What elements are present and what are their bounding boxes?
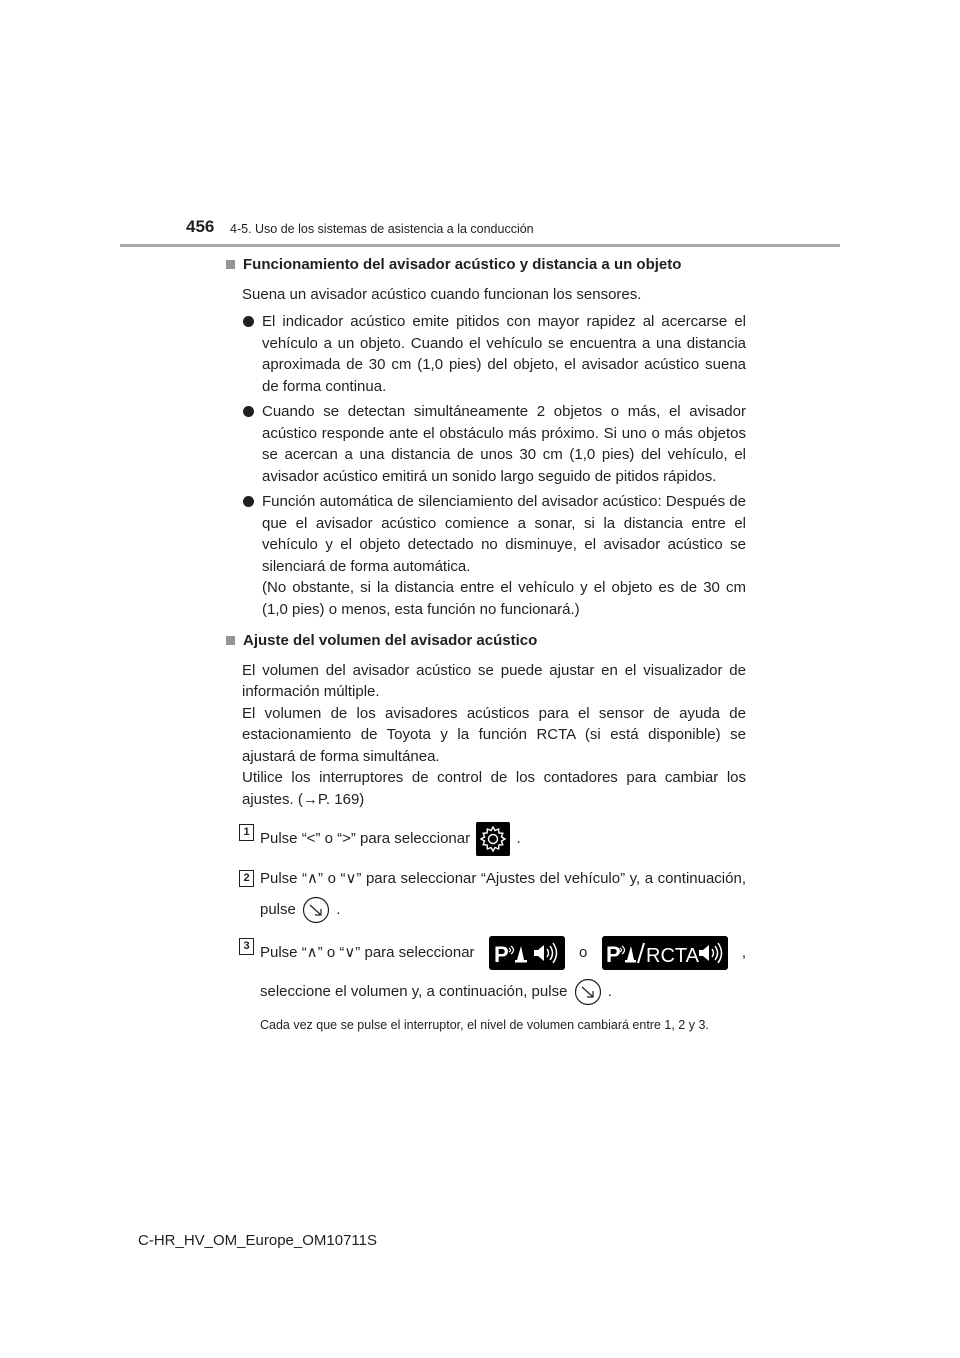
round-bullet-icon	[243, 316, 254, 327]
round-bullet-icon	[243, 406, 254, 417]
step-3: 3 Pulse “∧” o “∨” para seleccionar P o P RCTA , seleccione el volumen y, a continuación, pulse .	[226, 936, 746, 1006]
enter-ok-icon	[574, 978, 602, 1006]
section2-paragraph: El volumen del avisador acústico se puede ajustar en el visualizador de información múltiple. El volumen de los avisadores acústicos para el sensor de ayuda de estacionamiento de Toyota y la función RCTA (si está disponible) se ajustará de forma simultánea. Utilice los interruptores de control de los contadores para cambiar los ajustes. (→P. 169)	[242, 661, 746, 808]
svg-text:P: P	[605, 941, 621, 967]
bullet-item: Cuando se detectan simultáneamente 2 objetos o más, el avisador acústico responde ante el obstáculo más próximo. Si uno o más objetos se acercan a una distancia de unos 30 cm (1,0 pies) del vehículo, el avisador acústico emitirá un sonido largo seguido de pitidos rápidos.	[226, 401, 746, 487]
enter-ok-icon	[302, 896, 330, 924]
bullet-item: Función automática de silenciamiento del avisador acústico: Después de que el avisador acústico comience a sonar, si la distancia entre el vehículo y el objeto detectado no disminuye, el avisador acústico se silenciará de forma automática. (No obstante, si la distancia entre el vehículo y el objeto es de 30 cm (1,0 pies) o menos, esta función no funcionará.)	[226, 491, 746, 620]
document-code-footer: C-HR_HV_OM_Europe_OM10711S	[138, 1232, 377, 1249]
round-bullet-icon	[243, 496, 254, 507]
settings-gear-icon	[476, 822, 510, 856]
step-2: 2 Pulse “∧” o “∨” para seleccionar “Ajustes del vehículo” y, a continuación, pulse .	[226, 868, 746, 924]
parking-sensor-sound-icon	[489, 936, 565, 970]
page-content	[226, 254, 746, 1035]
volume-note: Cada vez que se pulse el interruptor, el nivel de volumen cambiará entre 1, 2 y 3.	[260, 1017, 709, 1032]
square-bullet-icon	[226, 260, 235, 269]
chapter-heading: 4-5. Uso de los sistemas de asistencia a la conducción	[230, 222, 534, 236]
step-number: 1	[239, 824, 254, 841]
bullet-item: El indicador acústico emite pitidos con mayor rapidez al acercarse el vehículo a un objeto. Cuando el vehículo se encuentra a una distancia aproximada de 30 cm (1,0 pies) del objeto, el avisador acústico suena de forma continua.	[226, 311, 746, 397]
svg-text:RCTA: RCTA	[645, 944, 699, 967]
svg-text:P: P	[493, 941, 509, 967]
section-title-volume: Ajuste del volumen del avisador acústico	[226, 630, 746, 652]
page-number: 456	[186, 217, 215, 236]
section1-intro: Suena un avisador acústico cuando funcionan los sensores.	[242, 285, 642, 303]
header-divider	[120, 244, 840, 247]
step-number: 3	[239, 938, 254, 955]
square-bullet-icon	[226, 636, 235, 645]
section-title-beeper-distance: Funcionamiento del avisador acústico y distancia a un objeto	[226, 254, 746, 276]
step-1: 1 Pulse “<” o “>” para seleccionar .	[226, 822, 746, 856]
step-number: 2	[239, 870, 254, 887]
parking-rcta-sound-icon	[602, 936, 728, 970]
